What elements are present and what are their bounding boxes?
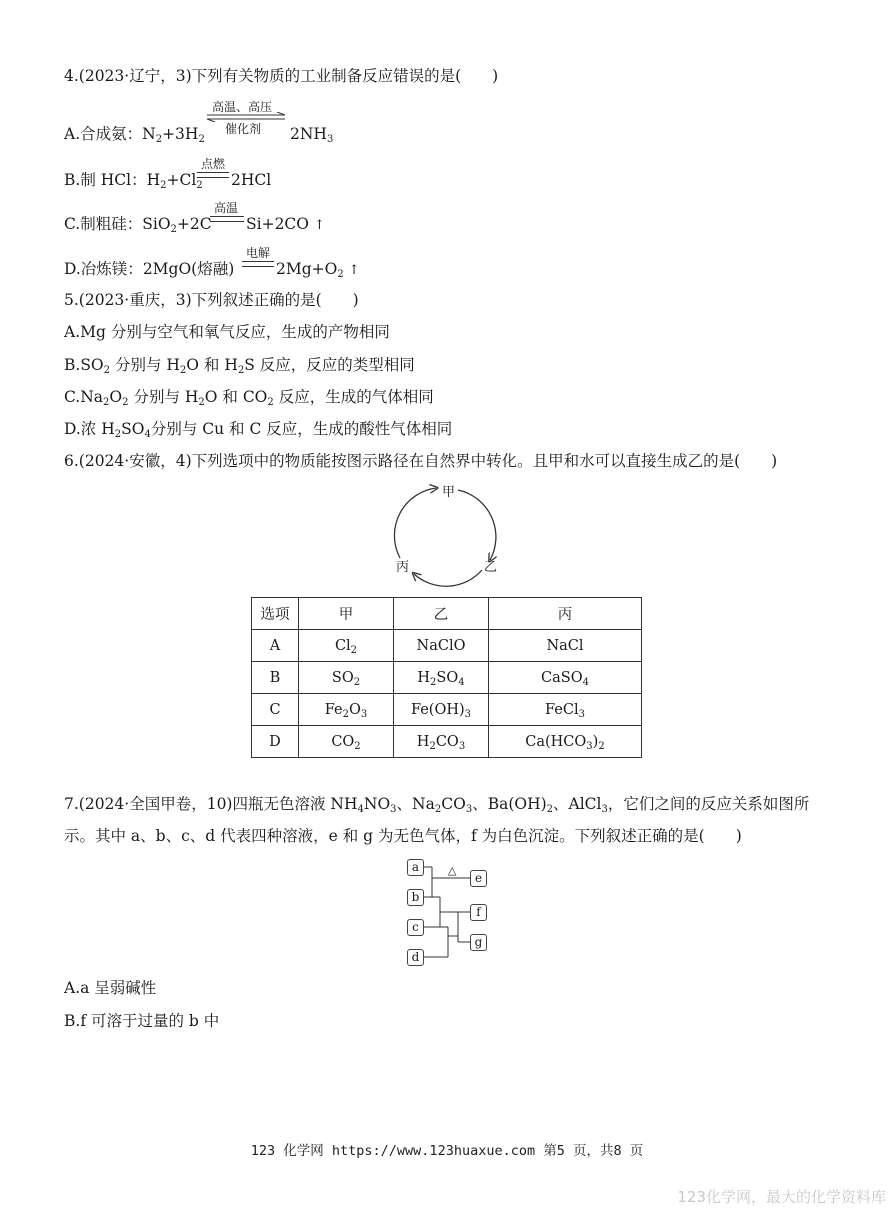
table-cell: B [252,662,299,694]
q4-option-a [64,124,205,144]
table-row [252,630,642,662]
table-cell: NaClO [394,630,489,662]
q5-option-a: A.Mg 分别与空气和氧气反应，生成的产物相同 [64,323,390,341]
solution-node-a: a [407,859,424,876]
table-row [252,694,642,726]
table-row [252,662,642,694]
table-cell: CaSO$_4$ [489,662,642,694]
q4-a-cond-top: 高温、高压 [212,100,273,114]
q4-c-prefix: C.制粗硅： [64,215,143,233]
q4-option-c [64,214,212,234]
q4-a-right: $2NH_3$ [290,125,334,145]
q4-d-cond: 电解 [246,246,271,260]
q7-option-b: B.f 可溶于过量的 b 中 [64,1012,220,1030]
table-header-cell: 甲 [299,598,394,630]
table-cell: A [252,630,299,662]
q5-stem: 5.(2023·重庆，3)下列叙述正确的是( ) [64,291,359,309]
q7-stem-line1: 7.(2024·全国甲卷，10)四瓶无色溶液 $NH_4NO_3$、$Na_2CO_3$、$Ba(OH)_2$、AlCl$_3$，它们之间的反应关系如图所 [64,795,810,815]
table-cell: $H_2CO_3$ [394,726,489,758]
q4-b-cond: 点燃 [201,157,226,171]
q4-b-right: 2HCl [231,171,272,189]
q7-stem-line2: 示。其中 a、b、c、d 代表四种溶液，e 和 g 为无色气体，f 为白色沉淀。下列叙述正确的是( ) [64,827,742,845]
table-row [252,726,642,758]
q4-c-right: Si+2CO ↑ [246,215,325,233]
cycle-node-jia: 甲 [442,485,456,500]
q4-stem: 4.(2023·辽宁，3)下列有关物质的工业制备反应错误的是( ) [64,67,499,85]
equals-sign-icon [242,261,274,267]
q6-stem: 6.(2024·安徽，4)下列选项中的物质能按图示路径在自然界中转化。且甲和水可以直接生成乙的是( ) [64,452,778,470]
q4-b-prefix: B.制 HCl： [64,171,147,189]
table-cell: $CO_2$ [299,726,394,758]
gas-up-arrow-icon: ↑ [348,263,360,278]
cycle-node-bing: 丙 [396,560,410,575]
table-cell: FeCl$_3$ [489,694,642,726]
table-cell: $Fe_2O_3$ [299,694,394,726]
solution-node-c: c [407,919,424,936]
gas-up-arrow-icon: ↑ [313,218,325,233]
product-node-g: g [470,934,487,951]
equals-sign-icon [210,216,244,222]
q5-option-d: D.浓 $H_2SO_4$分别与 Cu 和 C 反应，生成的酸性气体相同 [64,420,453,440]
table-cell: $Cl_2$ [299,630,394,662]
q4-c-cond: 高温 [214,201,239,215]
q4-option-b [64,170,203,190]
table-cell: $SO_2$ [299,662,394,694]
q4-a-cond-bottom: 催化剂 [225,122,262,136]
q4-d-right: $2Mg+O_2$ ↑ [276,260,360,280]
watermark: 123化学网，最大的化学资料库 [677,1188,886,1206]
q6-options-table [251,597,642,758]
table-cell: $Ca(HCO_3)_2$ [489,726,642,758]
heat-triangle-icon: △ [448,864,457,877]
q5-option-c: $C.Na_2O_2$ 分别与 $H_2O$ 和 $CO_2$ 反应，生成的气体相同 [64,388,434,408]
table-cell: $Fe(OH)_3$ [394,694,489,726]
solution-node-d: d [407,949,424,966]
table-cell: NaCl [489,630,642,662]
table-header-cell: 选项 [252,598,299,630]
q5-option-b: $B.SO_2$ 分别与 $H_2O$ 和 $H_2S$ 反应，反应的类型相同 [64,356,415,376]
q7-option-a: A.a 呈弱碱性 [64,979,157,997]
page-footer: 123 化学网 https://www.123huaxue.com 第5 页，共8 页 [250,1143,644,1159]
table-header-row [252,598,642,630]
equals-sign-icon [197,172,229,178]
table-cell: D [252,726,299,758]
q4-a-prefix: A.合成氨： [64,125,143,143]
q4-option-d [64,259,234,279]
cycle-node-yi: 乙 [484,560,498,575]
q4-d-prefix: D.冶炼镁： [64,260,143,278]
q4-b-left: $H_2+Cl_2$ [146,171,203,191]
table-header-cell: 乙 [394,598,489,630]
q4-c-left: SiO$_2$+2C [142,215,212,235]
q4-a-left: $N_2+3H_2$ [142,125,205,145]
q4-d-left: 2MgO(熔融) [142,260,235,278]
solution-node-b: b [407,889,424,906]
product-node-e: e [470,870,487,887]
table-cell: C [252,694,299,726]
product-node-f: f [470,904,487,921]
table-header-cell: 丙 [489,598,642,630]
table-cell: $H_2SO_4$ [394,662,489,694]
